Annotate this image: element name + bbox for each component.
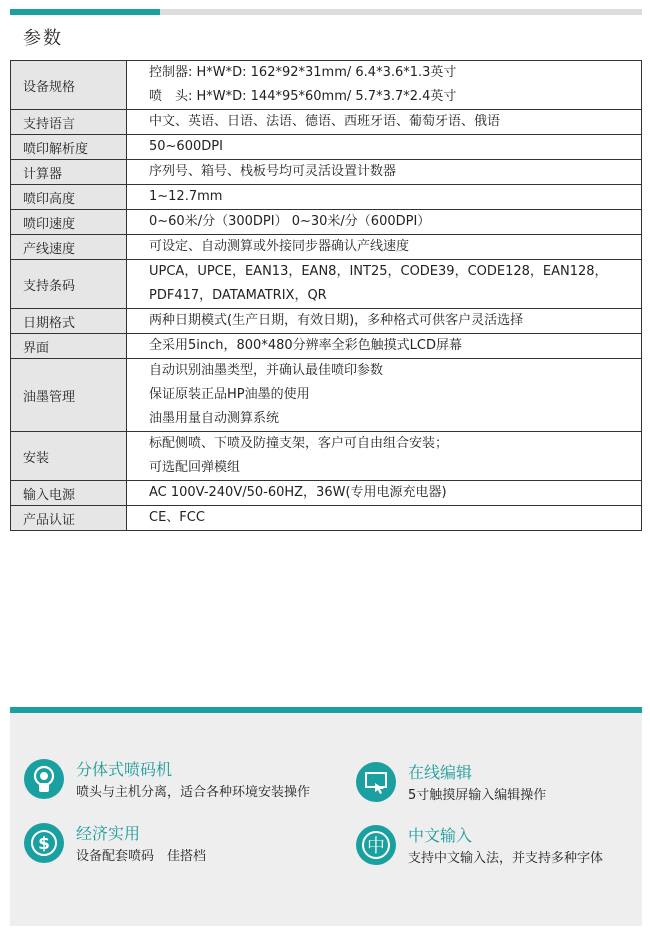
top-divider-accent xyxy=(10,9,160,15)
touchscreen-icon xyxy=(356,762,396,802)
spec-label: 设备规格 xyxy=(11,61,127,110)
spec-row xyxy=(11,359,642,432)
spec-label: 计算器 xyxy=(11,160,127,185)
spec-row xyxy=(11,61,642,110)
spec-value xyxy=(127,506,642,531)
chinese-input-icon xyxy=(356,825,396,865)
feature-desc: 5寸触摸屏输入编辑操作 xyxy=(408,788,547,803)
top-divider-bar xyxy=(10,9,642,15)
spec-value-line: 两种日期模式(生产日期，有效日期)，多种格式可供客户灵活选择 xyxy=(149,313,524,328)
spec-label: 产品认证 xyxy=(11,506,127,531)
spec-value-line: 控制器: H*W*D: 162*92*31mm/ 6.4*3.6*1.3英寸 xyxy=(149,65,457,80)
spec-value-line: 全采用5inch，800*480分辨率全彩色触摸式LCD屏幕 xyxy=(149,338,462,353)
spec-label: 安装 xyxy=(11,432,127,481)
section-title: 参数 xyxy=(23,28,63,49)
spec-value xyxy=(127,110,642,135)
spec-label: 支持条码 xyxy=(11,260,127,309)
spec-label: 支持语言 xyxy=(11,110,127,135)
spec-value-line: 油墨用量自动测算系统 xyxy=(149,411,280,426)
spec-row xyxy=(11,110,642,135)
spec-value-line: 可选配回弹模组 xyxy=(149,460,241,475)
spec-value xyxy=(127,359,642,432)
spec-value-line: 中文、英语、日语、法语、德语、西班牙语、葡萄牙语、俄语 xyxy=(149,114,501,129)
spec-value-line: 50~600DPI xyxy=(149,139,223,154)
spec-value-line: 0~60米/分（300DPI） 0~30米/分（600DPI） xyxy=(149,214,431,229)
spec-value xyxy=(127,135,642,160)
spec-value xyxy=(127,481,642,506)
spec-value-line: 标配侧喷、下喷及防撞支架，客户可自由组合安装； xyxy=(149,436,449,451)
spec-label: 喷印解析度 xyxy=(11,135,127,160)
feature-desc: 喷头与主机分离，适合各种环境安装操作 xyxy=(76,785,311,800)
spec-row xyxy=(11,185,642,210)
spec-value-line: CE、FCC xyxy=(149,510,205,525)
spec-value xyxy=(127,309,642,334)
spec-value-line: AC 100V-240V/50-60HZ，36W(专用电源充电器) xyxy=(149,485,447,500)
spec-row xyxy=(11,260,642,309)
spec-row xyxy=(11,334,642,359)
spec-value xyxy=(127,334,642,359)
spec-value-line: 自动识别油墨类型，并确认最佳喷印参数 xyxy=(149,363,384,378)
spec-row xyxy=(11,309,642,334)
feature-title: 经济实用 xyxy=(76,824,141,843)
dollar-icon xyxy=(24,823,64,863)
nozzle-icon xyxy=(24,759,64,799)
spec-value-line: 1~12.7mm xyxy=(149,189,223,204)
spec-row xyxy=(11,210,642,235)
spec-row xyxy=(11,135,642,160)
dollar-glyph: $ xyxy=(38,834,50,854)
spec-value xyxy=(127,185,642,210)
feature-desc: 设备配套喷码 佳搭档 xyxy=(76,849,207,864)
feature-title: 在线编辑 xyxy=(408,763,473,782)
spec-label: 界面 xyxy=(11,334,127,359)
features-panel xyxy=(10,707,642,926)
spec-label: 喷印高度 xyxy=(11,185,127,210)
feature-title: 中文输入 xyxy=(408,826,473,845)
spec-value-line: PDF417，DATAMATRIX，QR xyxy=(149,288,327,303)
spec-row xyxy=(11,506,642,531)
chinese-glyph: 中 xyxy=(367,836,385,857)
spec-label: 输入电源 xyxy=(11,481,127,506)
features-panel-accent xyxy=(10,707,642,713)
spec-value xyxy=(127,160,642,185)
spec-value xyxy=(127,260,642,309)
spec-value-line: 可设定、自动测算或外接同步器确认产线速度 xyxy=(149,239,410,254)
spec-label: 产线速度 xyxy=(11,235,127,260)
spec-row xyxy=(11,235,642,260)
spec-value-line: 喷 头: H*W*D: 144*95*60mm/ 5.7*3.7*2.4英寸 xyxy=(149,89,457,104)
spec-value-line: 保证原装正品HP油墨的使用 xyxy=(149,387,310,402)
feature-desc: 支持中文输入法，并支持多种字体 xyxy=(408,851,604,866)
spec-value xyxy=(127,432,642,481)
spec-label: 油墨管理 xyxy=(11,359,127,432)
spec-row xyxy=(11,160,642,185)
spec-label: 喷印速度 xyxy=(11,210,127,235)
spec-value-line: UPCA，UPCE，EAN13，EAN8，INT25，CODE39，CODE128，EAN128， xyxy=(149,264,608,279)
feature-title: 分体式喷码机 xyxy=(76,760,173,779)
spec-value-line: 序列号、箱号、栈板号均可灵活设置计数器 xyxy=(149,164,397,179)
spec-value xyxy=(127,235,642,260)
spec-label: 日期格式 xyxy=(11,309,127,334)
spec-row xyxy=(11,481,642,506)
spec-value xyxy=(127,210,642,235)
spec-value xyxy=(127,61,642,110)
spec-table xyxy=(10,60,642,531)
spec-row xyxy=(11,432,642,481)
